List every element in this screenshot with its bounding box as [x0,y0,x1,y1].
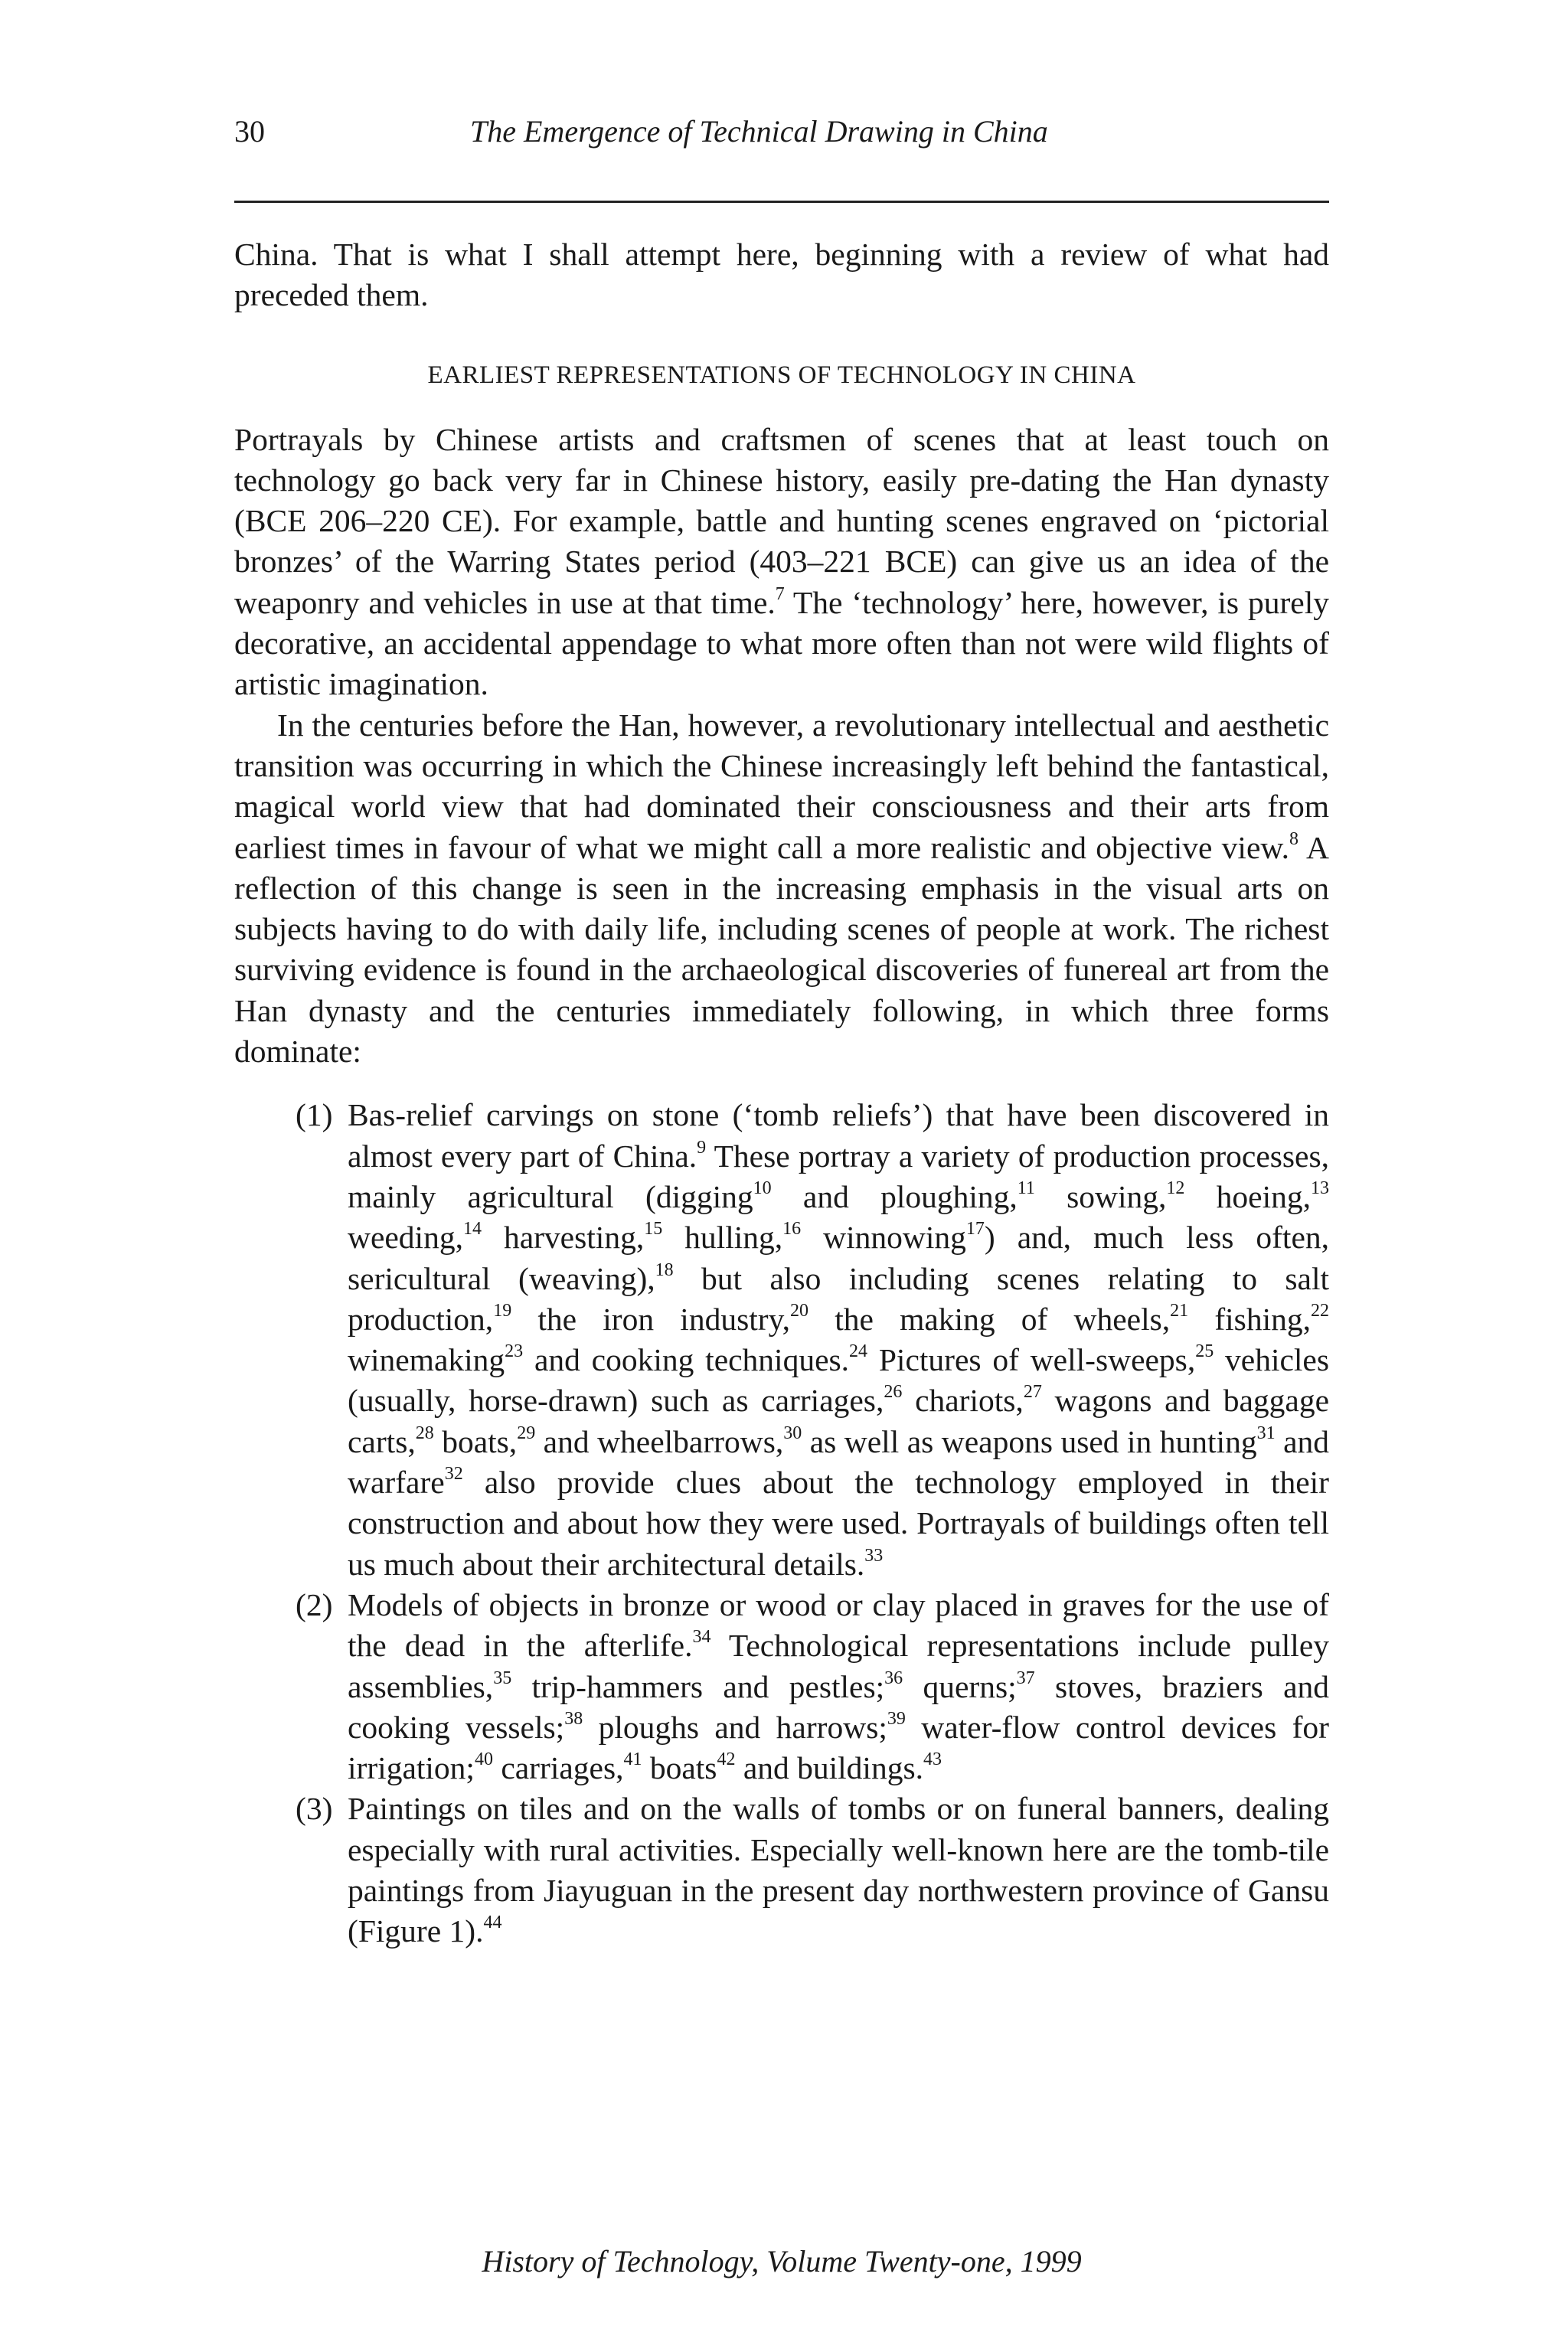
text-run: and warfare [348,1423,1329,1501]
footnote-ref[interactable]: 9 [697,1137,707,1158]
text-run: and wheelbarrows, [535,1423,784,1459]
list-item [234,1585,1329,1788]
text-run: weeding, [348,1220,463,1256]
forms-list [234,1095,1329,1952]
text-run: Bas-relief carvings on stone (‘tomb reliefs’) that have been discovered in almost every part of China. [348,1097,1329,1174]
text-run: Models of objects in bronze or wood or clay placed in graves for the use of the dead in the afterlife. [348,1586,1329,1664]
footnote-ref[interactable]: 38 [564,1708,583,1729]
footnote-ref[interactable]: 23 [505,1341,524,1362]
text-run: winemaking [348,1342,505,1378]
text-run: fishing, [1188,1301,1311,1337]
text-run: The ‘technology’ here, however, is purely decorative, an accidental appendage to what more often than not were wild flights of artistic imagination. [234,584,1329,702]
footnote-ref[interactable]: 41 [623,1749,642,1770]
text-run: A reflection of this change is seen in the increasing emphasis in the visual arts on subjects having to do with daily life, including scenes of people at work. The richest surviving evidence is found in the archaeological discoveries of funereal art from the Han dynasty and the centuries immediately following, in which three forms dominate: [234,829,1329,1070]
section-heading [234,360,1329,390]
footnote-ref[interactable]: 40 [474,1749,493,1770]
footnote-ref[interactable]: 29 [517,1423,536,1443]
journal-footer: History of Technology, Volume Twenty-one, 1999 [482,2244,1082,2278]
text-run: ) and, much less often, sericultural (weaving), [348,1220,1330,1296]
text-run: winnowing [801,1220,966,1256]
footnote-ref[interactable]: 31 [1256,1423,1276,1443]
text-run: the making of wheels, [808,1301,1171,1337]
text-run: hulling, [662,1220,783,1256]
footnote-ref[interactable]: 24 [849,1341,868,1362]
footnote-ref[interactable]: 25 [1195,1341,1214,1362]
footnote-ref[interactable]: 27 [1023,1382,1042,1403]
text-run: hoeing, [1184,1178,1311,1214]
footnote-ref[interactable]: 20 [790,1300,809,1321]
list-number: (3) [296,1791,333,1827]
text-run: also provide clues about the technology employed in their construction and about how they were used. Portrayals of buildings often tell us much about their architectural details. [348,1465,1329,1582]
text-run: wagons and baggage carts, [348,1383,1329,1459]
footnote-ref[interactable]: 22 [1311,1300,1329,1321]
text-run: Technological representations include pulley assemblies, [348,1628,1330,1704]
header-rule [234,201,1329,203]
text-run: but also including scenes relating to salt production, [348,1260,1330,1337]
text-run: In the centuries before the Han, however, a revolutionary intellectual and aesthetic transition was occurring in which the Chinese increasingly left behind the fantastical, magical world view that had dominated their consciousness and their arts from earliest times in favour of what we might call a more realistic and objective view. [234,707,1329,865]
running-title: The Emergence of Technical Drawing in China [470,114,1048,149]
footnote-ref[interactable]: 33 [864,1545,884,1566]
text-run: carriages, [492,1750,624,1786]
text-run: the iron industry, [511,1301,791,1337]
footnote-ref[interactable]: 13 [1311,1178,1329,1198]
body-text [234,234,1329,1952]
paragraph-2 [234,705,1329,1073]
text-run: chariots, [902,1383,1024,1419]
section-heading-text: EARLIEST REPRESENTATIONS OF TECHNOLOGY IN CHINA [427,361,1136,389]
text-run: and buildings. [735,1750,923,1786]
footnote-ref[interactable]: 30 [783,1423,802,1443]
footnote-ref[interactable]: 7 [775,583,785,604]
list-item [234,1788,1329,1952]
footnote-ref[interactable]: 37 [1016,1668,1035,1688]
footnote-ref[interactable]: 11 [1017,1178,1035,1198]
footnote-ref[interactable]: 16 [782,1219,802,1240]
text-run: querns; [903,1668,1017,1704]
footnote-ref[interactable]: 43 [923,1749,942,1770]
page-number: 30 [234,114,265,149]
intro-paragraph: China. That is what I shall attempt here, beginning with a review of what had preceded them. [234,237,1329,313]
footnote-ref[interactable]: 12 [1166,1178,1185,1198]
footnote-ref[interactable]: 8 [1289,828,1299,849]
paragraph-1 [234,420,1329,705]
text-run: harvesting, [481,1220,645,1256]
footnote-ref[interactable]: 18 [655,1259,674,1280]
footnote-ref[interactable]: 15 [644,1219,663,1240]
list-number: (1) [296,1097,333,1133]
text-run: stoves, braziers and cooking vessels; [348,1668,1329,1745]
text-run: boats, [433,1423,518,1459]
footnote-ref[interactable]: 36 [884,1668,903,1688]
list-number: (2) [296,1586,333,1622]
text-run: trip-hammers and pestles; [511,1668,885,1704]
footnote-ref[interactable]: 19 [493,1300,512,1321]
footnote-ref[interactable]: 14 [462,1219,482,1240]
running-header [234,113,1329,159]
footnote-ref[interactable]: 26 [884,1382,903,1403]
text-run: These portray a variety of production processes, mainly agricultural (digging [348,1138,1329,1214]
text-run: and ploughing, [771,1178,1018,1214]
footnote-ref[interactable]: 28 [415,1423,434,1443]
text-run: Portrayals by Chinese artists and craftsmen of scenes that at least touch on technology go back very far in Chinese history, easily pre-dating the Han dynasty (BCE 206–220 CE). For example, battle and hunting scenes engraved on ‘pictorial bronzes’ of the Warring States period (403–221 BCE) can give us an idea of the weaponry and vehicles in use at that time. [234,421,1329,620]
footnote-ref[interactable]: 39 [887,1708,906,1729]
text-run: Pictures of well-sweeps, [867,1342,1196,1378]
text-run: vehicles (usually, horse-drawn) such as carriages, [348,1342,1329,1419]
text-run: water-flow control devices for irrigation; [348,1709,1329,1786]
text-run: Paintings on tiles and on the walls of tombs or on funeral banners, dealing especially with rural activities. Especially well-known here are the tomb-tile paintings from Jiayuguan in the present day northwestern province of Gansu (Figure 1). [348,1791,1329,1949]
footnote-ref[interactable]: 42 [717,1749,736,1770]
text-run: and cooking techniques. [523,1342,850,1378]
footnote-ref[interactable]: 21 [1170,1300,1189,1321]
footnote-ref[interactable]: 35 [493,1668,512,1688]
footnote-ref[interactable]: 32 [444,1464,463,1485]
footnote-ref[interactable]: 17 [965,1219,985,1240]
text-run: boats [642,1750,717,1786]
list-item [234,1095,1329,1585]
footnote-ref[interactable]: 44 [483,1913,502,1933]
footnote-ref[interactable]: 10 [753,1178,772,1198]
footnote-ref[interactable]: 34 [692,1627,711,1648]
text-run: sowing, [1034,1178,1167,1214]
text-run: as well as weapons used in hunting [802,1423,1257,1459]
text-run: ploughs and harrows; [583,1709,887,1745]
